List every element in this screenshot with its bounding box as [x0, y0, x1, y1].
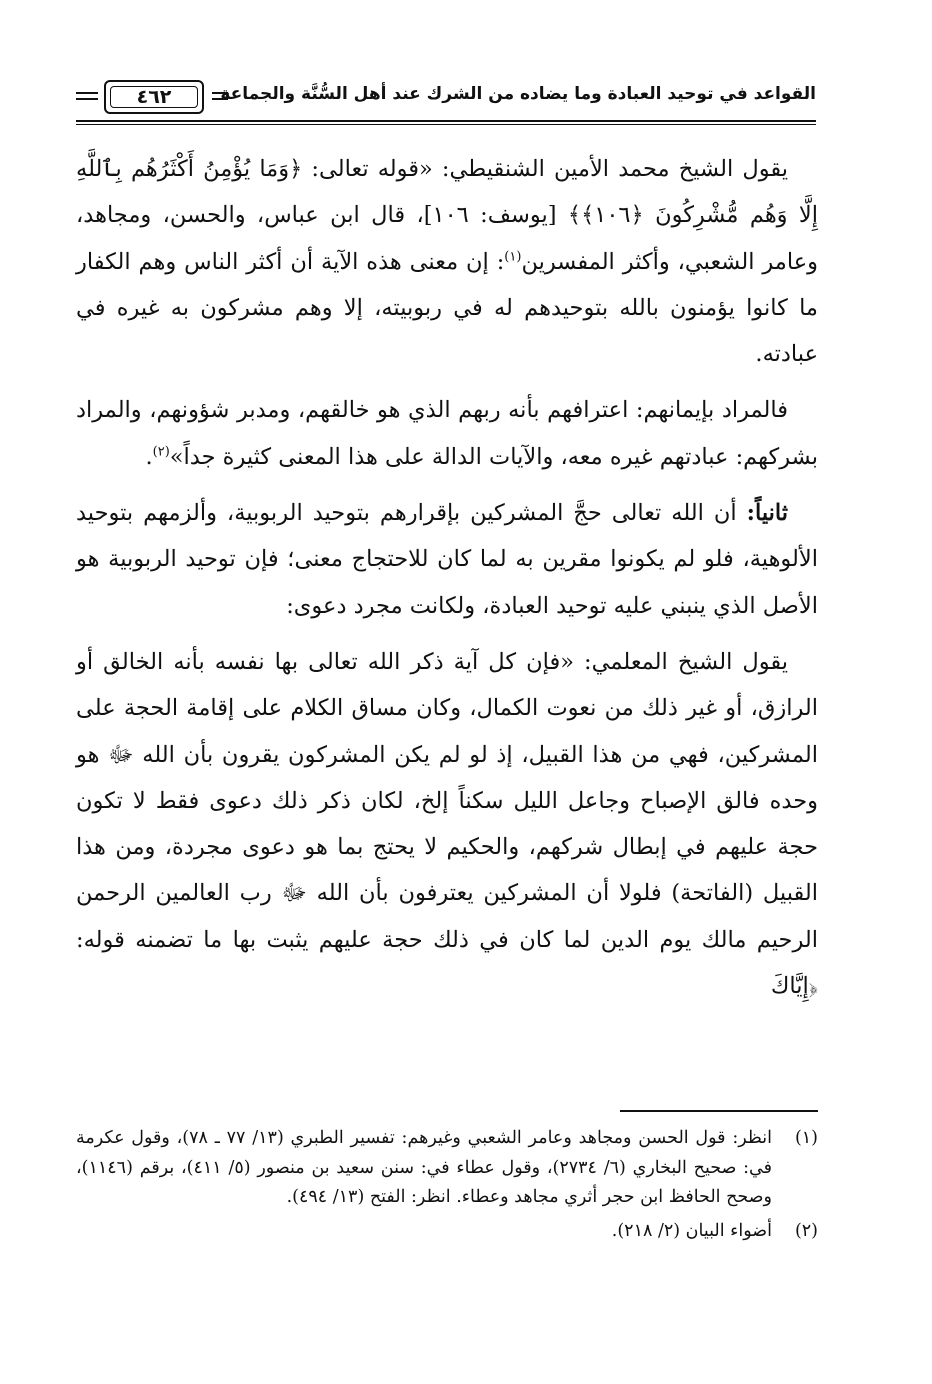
- header-ornament-line: [76, 92, 98, 94]
- footnote-separator: [620, 1110, 818, 1112]
- paragraph-text: يقول الشيخ المعلمي: «فإن كل آية ذكر الله تعالى بها نفسه بأنه الخالق أو الرازق، أو غير ذلك من نعوت الكمال، وكان مساق الكلام على إقامة الحجة على المشركين، فهي من هذا القبيل، إذ لو لم يكن المشركون يقرون بأن الله ﷻ هو وحده فالق الإصباح وجاعل الليل سكناً إلخ، لكان ذكر ذلك دعوى فقط لا تكون حجة عليهم في إبطال شركهم، والحكيم لا يحتج بما هو دعوى مجردة، ومن هذا القبيل (الفاتحة) فلولا أن المشركين يعترفون بأن الله ﷻ رب العالمين الرحمن الرحيم مالك يوم الدين لما كان في ذلك حجة عليهم يثبت بها ما تضمنه قوله: ﴿إِيَّاكَ: [76, 648, 818, 1000]
- header-rule: [76, 120, 816, 122]
- page-number: ٤٦٢: [136, 86, 172, 108]
- footnote: [76, 1217, 818, 1247]
- paragraph-text: فالمراد بإيمانهم: اعترافهم بأنه ربهم الذي هو خالقهم، ومدبر شؤونهم، والمراد بشركهم: عبادتهم غيره معه، والآيات الدالة على هذا المعنى كثيرة جداً»: [76, 397, 818, 470]
- paragraph: [76, 387, 818, 480]
- footnote-number: (١): [794, 1128, 818, 1148]
- paragraph-text: .: [145, 443, 153, 470]
- header-ornament-line: [212, 92, 228, 94]
- paragraph-text: أن الله تعالى حجَّ المشركين بإقرارهم بتوحيد الربوبية، وألزمهم بتوحيد الألوهية، فلو لم يكونوا مقرين به لما كان للاحتجاج معنى؛ فإن توحيد الربوبية هو الأصل الذي ينبني عليه توحيد العبادة، ولكانت مجرد دعوى:: [76, 500, 818, 619]
- header-rule: [76, 124, 816, 125]
- paragraph: [76, 490, 818, 629]
- header-ornament-line: [76, 98, 98, 100]
- paragraph: [76, 146, 818, 377]
- header-ornament-line: [212, 98, 228, 100]
- footnote-text: أضواء البيان (٢/ ٢١٨).: [611, 1220, 772, 1241]
- footnote: [76, 1124, 818, 1213]
- body-text: [76, 146, 818, 1019]
- footnote-ref[interactable]: (١): [504, 249, 522, 265]
- footnote-number: (٢): [794, 1220, 818, 1241]
- footnote-ref[interactable]: (٢): [152, 444, 170, 460]
- footnote-text: انظر: قول الحسن ومجاهد وعامر الشعبي وغيرهم: تفسير الطبري (١٣/ ٧٧ ـ ٧٨)، وقول عكرمة في: صحيح البخاري (٦/ ٢٧٣٤)، وقول عطاء في: سنن سعيد بن منصور (٥/ ٤١١)، برقم (١١٤٦)، وصحح الحافظ ابن حجر أثري مجاهد وعطاء. انظر: الفتح (١٣/ ٤٩٤).: [76, 1128, 772, 1208]
- paragraph: [76, 639, 818, 1009]
- page-number-frame: [104, 80, 204, 114]
- paragraph-lead: ثانياً:: [746, 500, 788, 527]
- paragraph-text: : إن معنى هذه الآية أن أكثر الناس وهم الكفار ما كانوا يؤمنون بالله بتوحيدهم له في ربوبيته، إلا وهم مشركون به غيره في عبادته.: [76, 248, 818, 368]
- header-title: القواعد في توحيد العبادة وما يضاده من الشرك عند أهل السُّنَّة والجماعة: [220, 84, 816, 104]
- running-header: [76, 74, 816, 126]
- paragraph-text: يقول الشيخ محمد الأمين الشنقيطي: «قوله تعالى: ﴿وَمَا يُؤْمِنُ أَكْثَرُهُم بِٱللَّهِ إِلَّا وَهُم مُّشْرِكُونَ ﴿١٠٦﴾﴾ [يوسف: ١٠٦]، قال ابن عباس، والحسن، ومجاهد، وعامر الشعبي، وأكثر المفسرين: [76, 156, 818, 275]
- footnotes: [76, 1124, 818, 1250]
